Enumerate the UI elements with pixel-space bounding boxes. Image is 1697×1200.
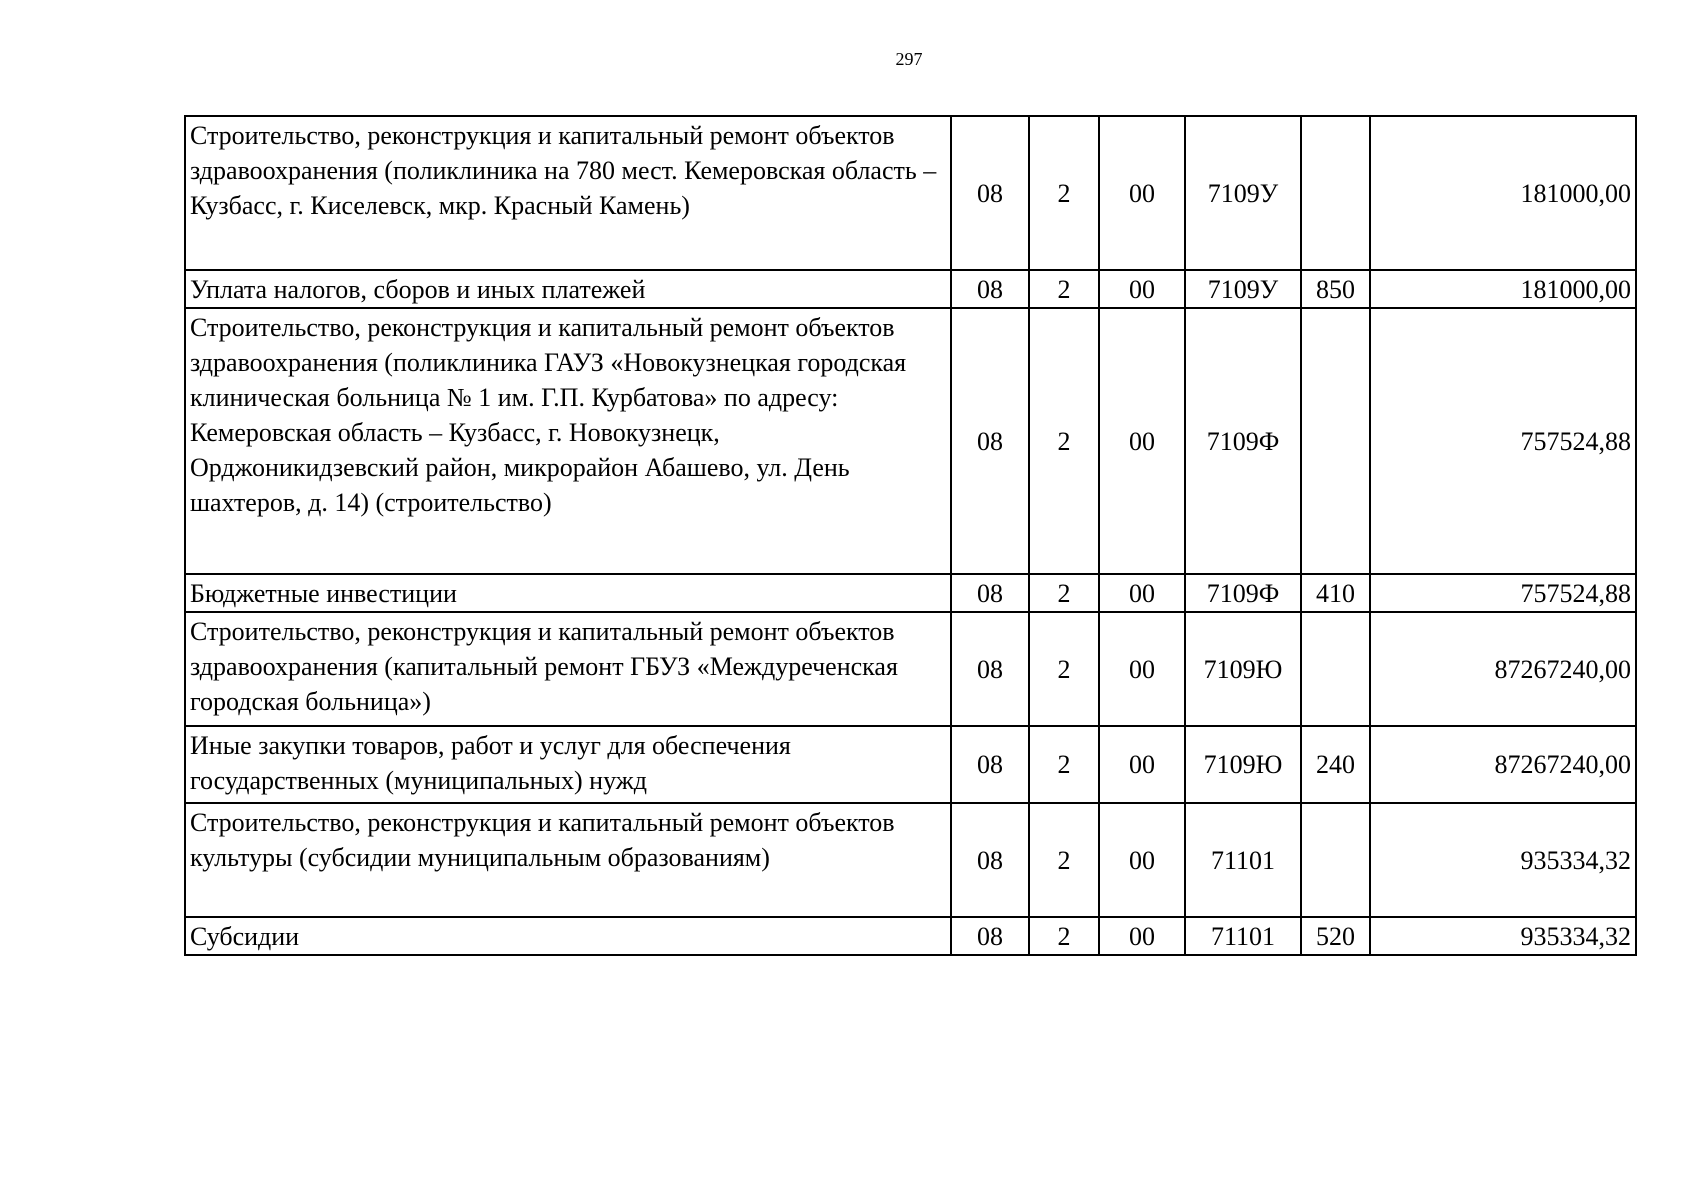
row-expense-type: 850 xyxy=(1301,270,1370,308)
row-subprogram: 00 xyxy=(1099,803,1185,917)
row-name: Строительство, реконструкция и капитальный ремонт объектов здравоохранения (поликлиника на 780 мест. Кемеровская область – Кузбасс, г. Киселевск, мкр. Красный Камень) xyxy=(185,116,951,270)
row-name: Субсидии xyxy=(185,917,951,955)
row-name: Иные закупки товаров, работ и услуг для обеспечения государственных (муниципальных) нужд xyxy=(185,726,951,803)
row-expense-type xyxy=(1301,612,1370,726)
row-section: 08 xyxy=(951,726,1029,803)
row-name: Бюджетные инвестиции xyxy=(185,574,951,612)
row-section: 08 xyxy=(951,308,1029,574)
row-program: 2 xyxy=(1029,612,1099,726)
row-subprogram: 00 xyxy=(1099,726,1185,803)
table-row xyxy=(185,917,1636,955)
row-amount: 757524,88 xyxy=(1370,308,1636,574)
row-subprogram: 00 xyxy=(1099,574,1185,612)
row-expense-type xyxy=(1301,308,1370,574)
row-subprogram: 00 xyxy=(1099,917,1185,955)
row-name: Уплата налогов, сборов и иных платежей xyxy=(185,270,951,308)
table-row xyxy=(185,574,1636,612)
row-expense-type xyxy=(1301,803,1370,917)
table-row xyxy=(185,726,1636,803)
row-name: Строительство, реконструкция и капитальный ремонт объектов здравоохранения (поликлиника ГАУЗ «Новокузнецкая городская клиническая больница № 1 им. Г.П. Курбатова» по адресу: Кемеровская область – Кузбасс, г. Новокузнецк, Орджоникидзевский район, микрорайон Абашево, ул. День шахтеров, д. 14) (строительство) xyxy=(185,308,951,574)
row-direction: 7109Ю xyxy=(1185,612,1301,726)
table-row xyxy=(185,270,1636,308)
row-program: 2 xyxy=(1029,308,1099,574)
row-section: 08 xyxy=(951,270,1029,308)
row-amount: 181000,00 xyxy=(1370,270,1636,308)
row-section: 08 xyxy=(951,574,1029,612)
budget-table xyxy=(184,115,1637,956)
row-program: 2 xyxy=(1029,726,1099,803)
row-program: 2 xyxy=(1029,270,1099,308)
row-direction: 7109У xyxy=(1185,270,1301,308)
table-row xyxy=(185,116,1636,270)
row-direction: 7109Ф xyxy=(1185,308,1301,574)
row-section: 08 xyxy=(951,612,1029,726)
row-program: 2 xyxy=(1029,574,1099,612)
row-amount: 87267240,00 xyxy=(1370,726,1636,803)
row-section: 08 xyxy=(951,116,1029,270)
row-amount: 181000,00 xyxy=(1370,116,1636,270)
row-expense-type: 240 xyxy=(1301,726,1370,803)
row-direction: 7109Ф xyxy=(1185,574,1301,612)
row-amount: 757524,88 xyxy=(1370,574,1636,612)
row-direction: 7109У xyxy=(1185,116,1301,270)
row-expense-type: 520 xyxy=(1301,917,1370,955)
row-amount: 935334,32 xyxy=(1370,917,1636,955)
row-direction: 7109Ю xyxy=(1185,726,1301,803)
row-name: Строительство, реконструкция и капитальный ремонт объектов культуры (субсидии муниципальным образованиям) xyxy=(185,803,951,917)
page-number: 297 xyxy=(895,49,923,69)
row-name: Строительство, реконструкция и капитальный ремонт объектов здравоохранения (капитальный ремонт ГБУЗ «Междуреченская городская больница») xyxy=(185,612,951,726)
row-section: 08 xyxy=(951,917,1029,955)
table-row xyxy=(185,308,1636,574)
row-subprogram: 00 xyxy=(1099,270,1185,308)
row-amount: 87267240,00 xyxy=(1370,612,1636,726)
row-direction: 71101 xyxy=(1185,917,1301,955)
table-row xyxy=(185,612,1636,726)
row-subprogram: 00 xyxy=(1099,116,1185,270)
table-row xyxy=(185,803,1636,917)
row-subprogram: 00 xyxy=(1099,308,1185,574)
row-program: 2 xyxy=(1029,917,1099,955)
row-program: 2 xyxy=(1029,803,1099,917)
row-program: 2 xyxy=(1029,116,1099,270)
row-amount: 935334,32 xyxy=(1370,803,1636,917)
row-expense-type xyxy=(1301,116,1370,270)
row-subprogram: 00 xyxy=(1099,612,1185,726)
row-section: 08 xyxy=(951,803,1029,917)
row-direction: 71101 xyxy=(1185,803,1301,917)
row-expense-type: 410 xyxy=(1301,574,1370,612)
